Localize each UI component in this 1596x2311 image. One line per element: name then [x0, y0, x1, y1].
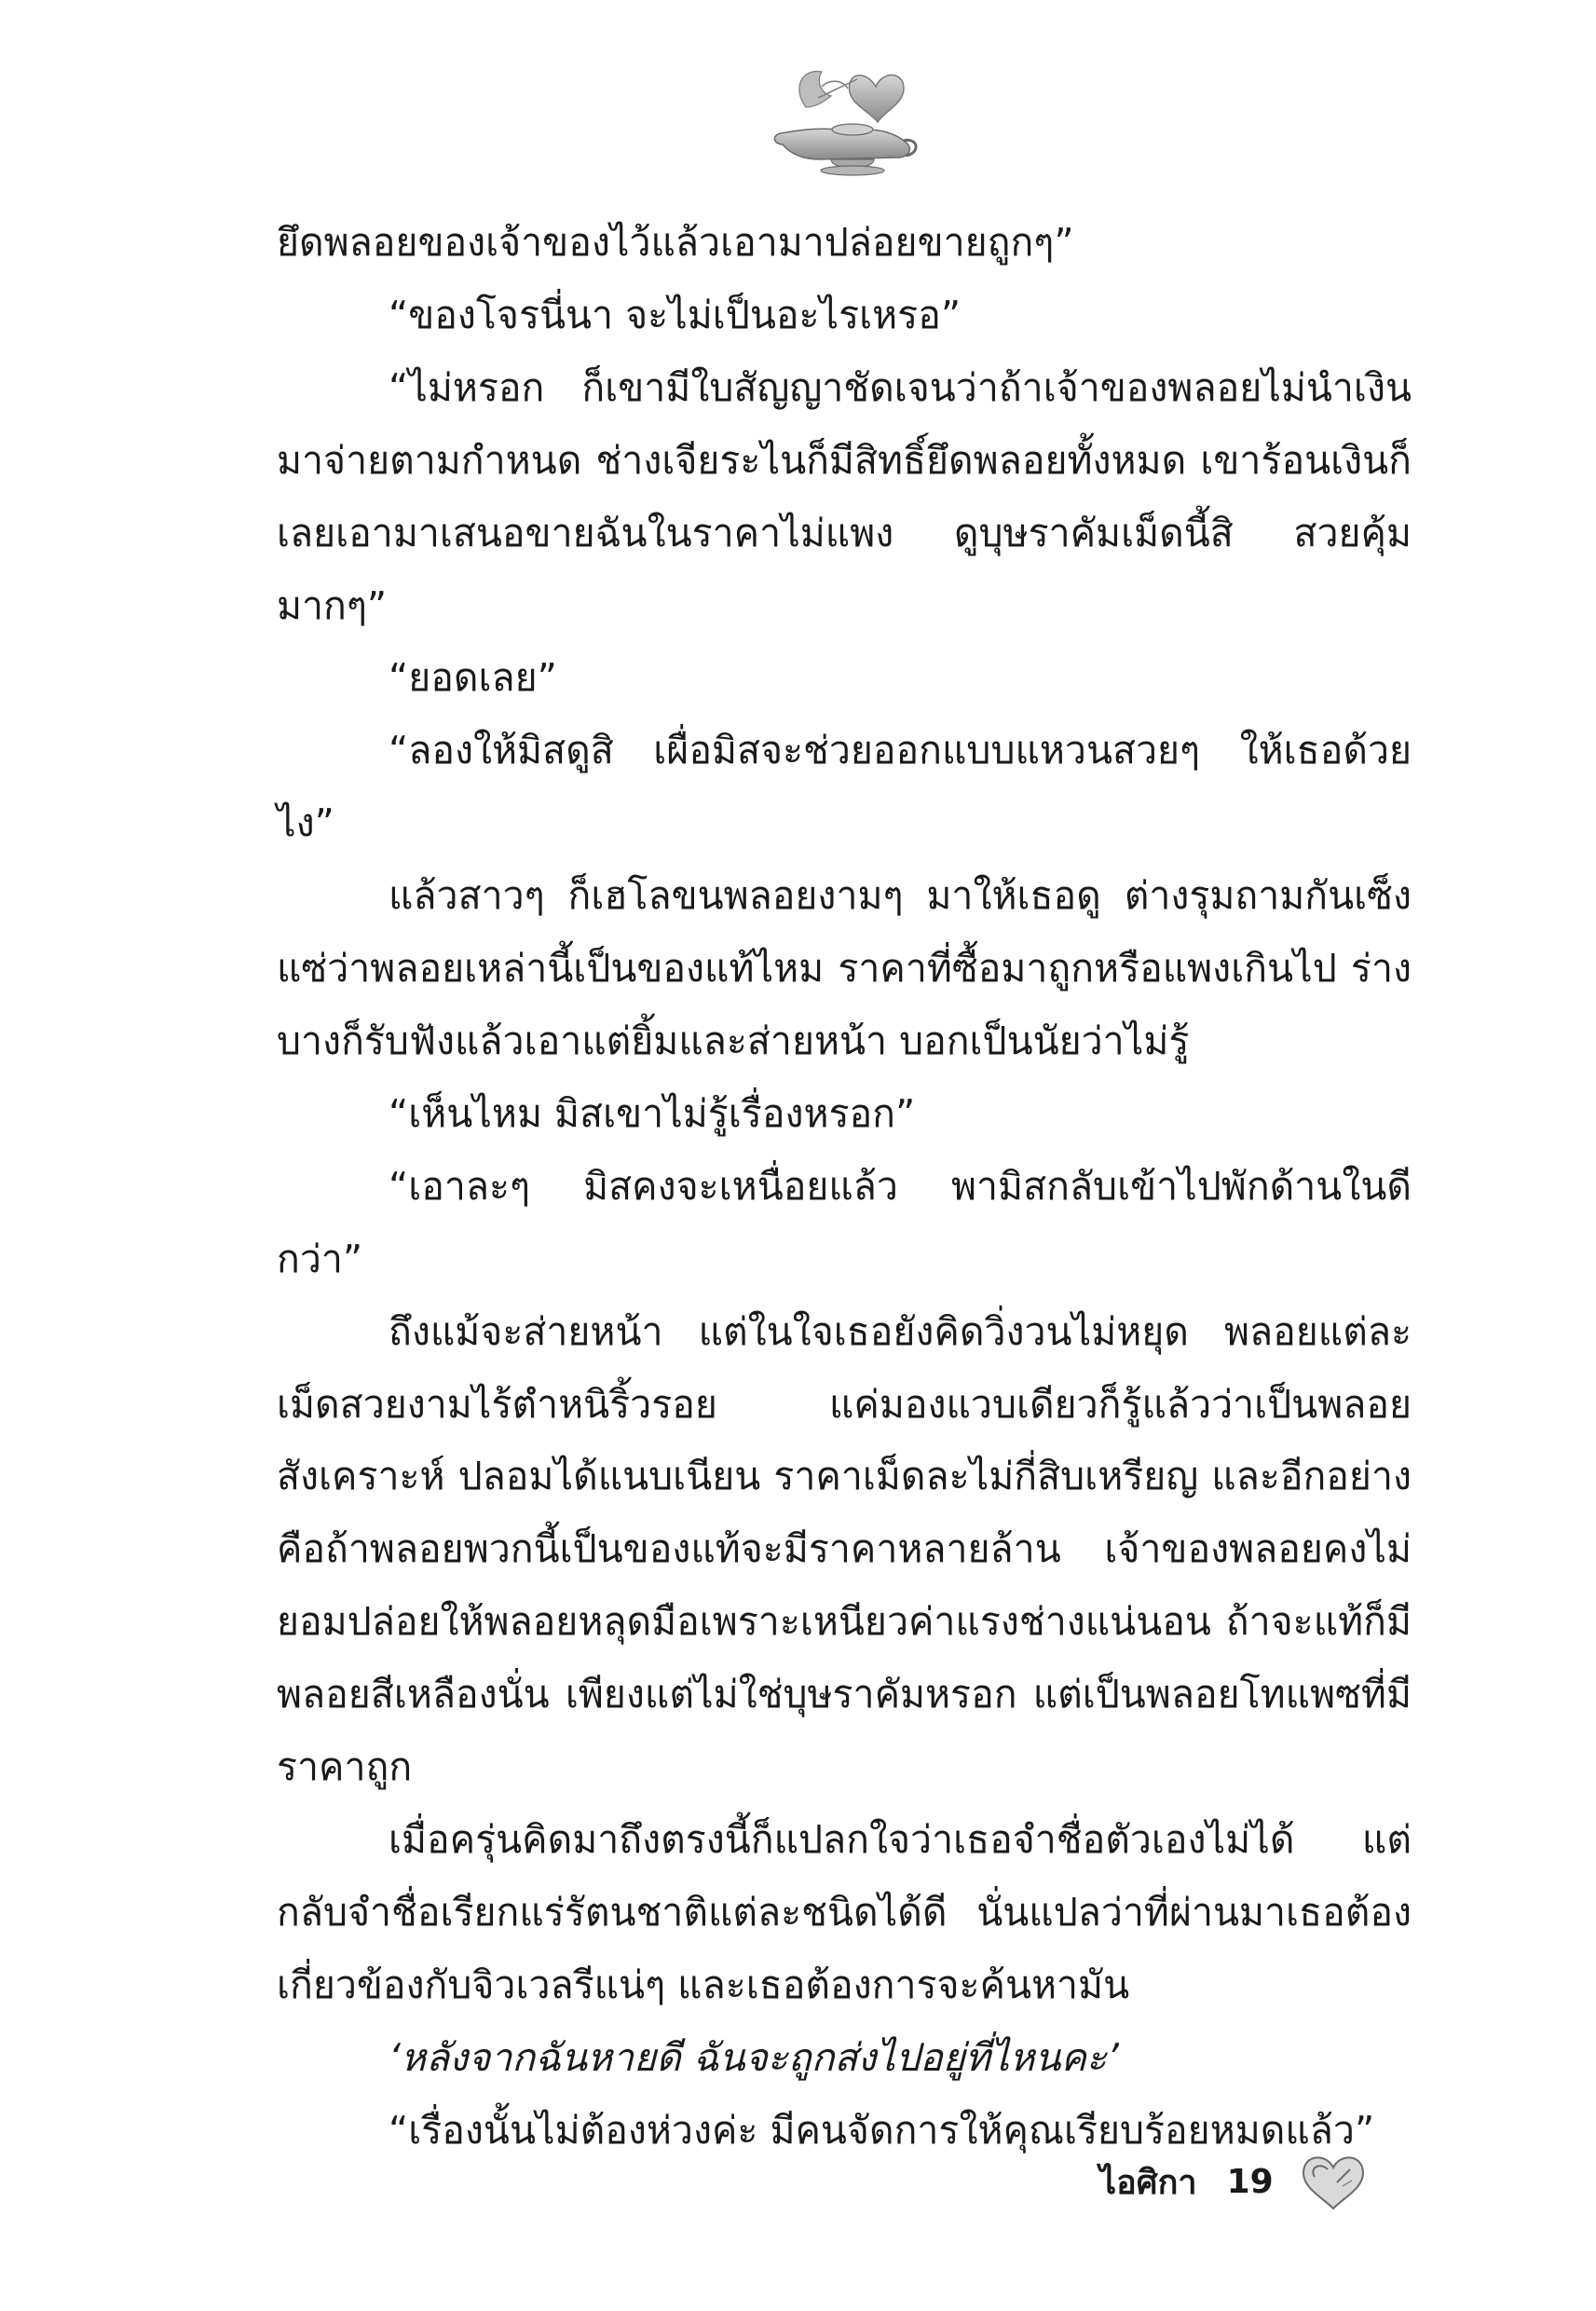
cupid-teapot-icon — [764, 51, 922, 191]
paragraph: “เอาละๆ มิสคงจะเหนื่อยแล้ว พามิสกลับเข้าไปพักด้านในดีกว่า” — [277, 1163, 1412, 1281]
paragraph: “ยอดเลย” — [389, 655, 557, 701]
paragraph: “เรื่องนั้นไม่ต้องห่วงค่ะ มีคนจัดการให้คุณเรียบร้อยหมดแล้ว” — [389, 2107, 1375, 2153]
book-title: ไอศิกา — [1099, 2163, 1197, 2202]
paragraph: แล้วสาวๆ ก็เฮโลขนพลอยงามๆ มาให้เธอดู ต่างรุมถามกันเซ็งแซ่ว่าพลอยเหล่านี้เป็นของแท้ไหม ราคาที่ซื้อมาถูกหรือแพงเกินไป ร่างบางก็รับฟังแล้วเอาแต่ยิ้มและส่ายหน้า บอกเป็นนัยว่าไม่รู้ — [277, 873, 1412, 1063]
paragraph: “เห็นไหม มิสเขาไม่รู้เรื่องหรอก” — [389, 1090, 916, 1136]
paragraph: “ลองให้มิสดูสิ เผื่อมิสจะช่วยออกแบบแหวนสวยๆ ให้เธอด้วยไง” — [277, 728, 1412, 846]
page-footer — [1099, 2140, 1435, 2223]
paragraph: “ไม่หรอก ก็เขามีใบสัญญาชัดเจนว่าถ้าเจ้าของพลอยไม่นำเงินมาจ่ายตามกำหนด ช่างเจียระไนก็มีสิทธิ์ยึดพลอยทั้งหมด เขาร้อนเงินก็เลยเอามาเสนอขายฉันในราคาไม่แพง ดูบุษราคัมเม็ดนี้สิ สวยคุ้มมากๆ” — [277, 364, 1412, 628]
heart-ornament-icon — [1296, 2149, 1371, 2214]
paragraph: ถึงแม้จะส่ายหน้า แต่ในใจเธอยังคิดวิ่งวนไม่หยุด พลอยแต่ละเม็ดสวยงามไร้ตำหนิริ้วรอย แค่มองแวบเดียวก็รู้แล้วว่าเป็นพลอยสังเคราะห์ ปลอมได้แนบเนียน ราคาเม็ดละไม่กี่สิบเหรียญ และอีกอย่างคือถ้าพลอยพวกนี้เป็นของแท้จะมีราคาหลายล้าน เจ้าของพลอยคงไม่ยอมปล่อยให้พลอยหลุดมือเพราะเหนียวค่าแรงช่างแน่นอน ถ้าจะแท้ก็มีพลอยสีเหลืองนั่น เพียงแต่ไม่ใช่บุษราคัมหรอก แต่เป็นพลอยโทแพซที่มีราคาถูก — [277, 1308, 1412, 1790]
paragraph: เมื่อครุ่นคิดมาถึงตรงนี้ก็แปลกใจว่าเธอจำชื่อตัวเองไม่ได้ แต่กลับจำชื่อเรียกแร่รัตนชาติแต่ละชนิดได้ดี นั่นแปลว่าที่ผ่านมาเธอต้องเกี่ยวข้องกับจิวเวลรีแน่ๆ และเธอต้องการจะค้นหามัน — [277, 1816, 1412, 2007]
page-number: 19 — [1226, 2162, 1274, 2201]
paragraph: ‘หลังจากฉันหายดี ฉันจะถูกส่งไปอยู่ที่ไหนคะ’ — [389, 2034, 1119, 2080]
paragraph: “ของโจรนี่นา จะไม่เป็นอะไรเหรอ” — [389, 292, 962, 337]
body-text — [277, 207, 1412, 2167]
paragraph: ยึดพลอยของเจ้าของไว้แล้วเอามาปล่อยขายถูกๆ” — [277, 220, 1074, 265]
